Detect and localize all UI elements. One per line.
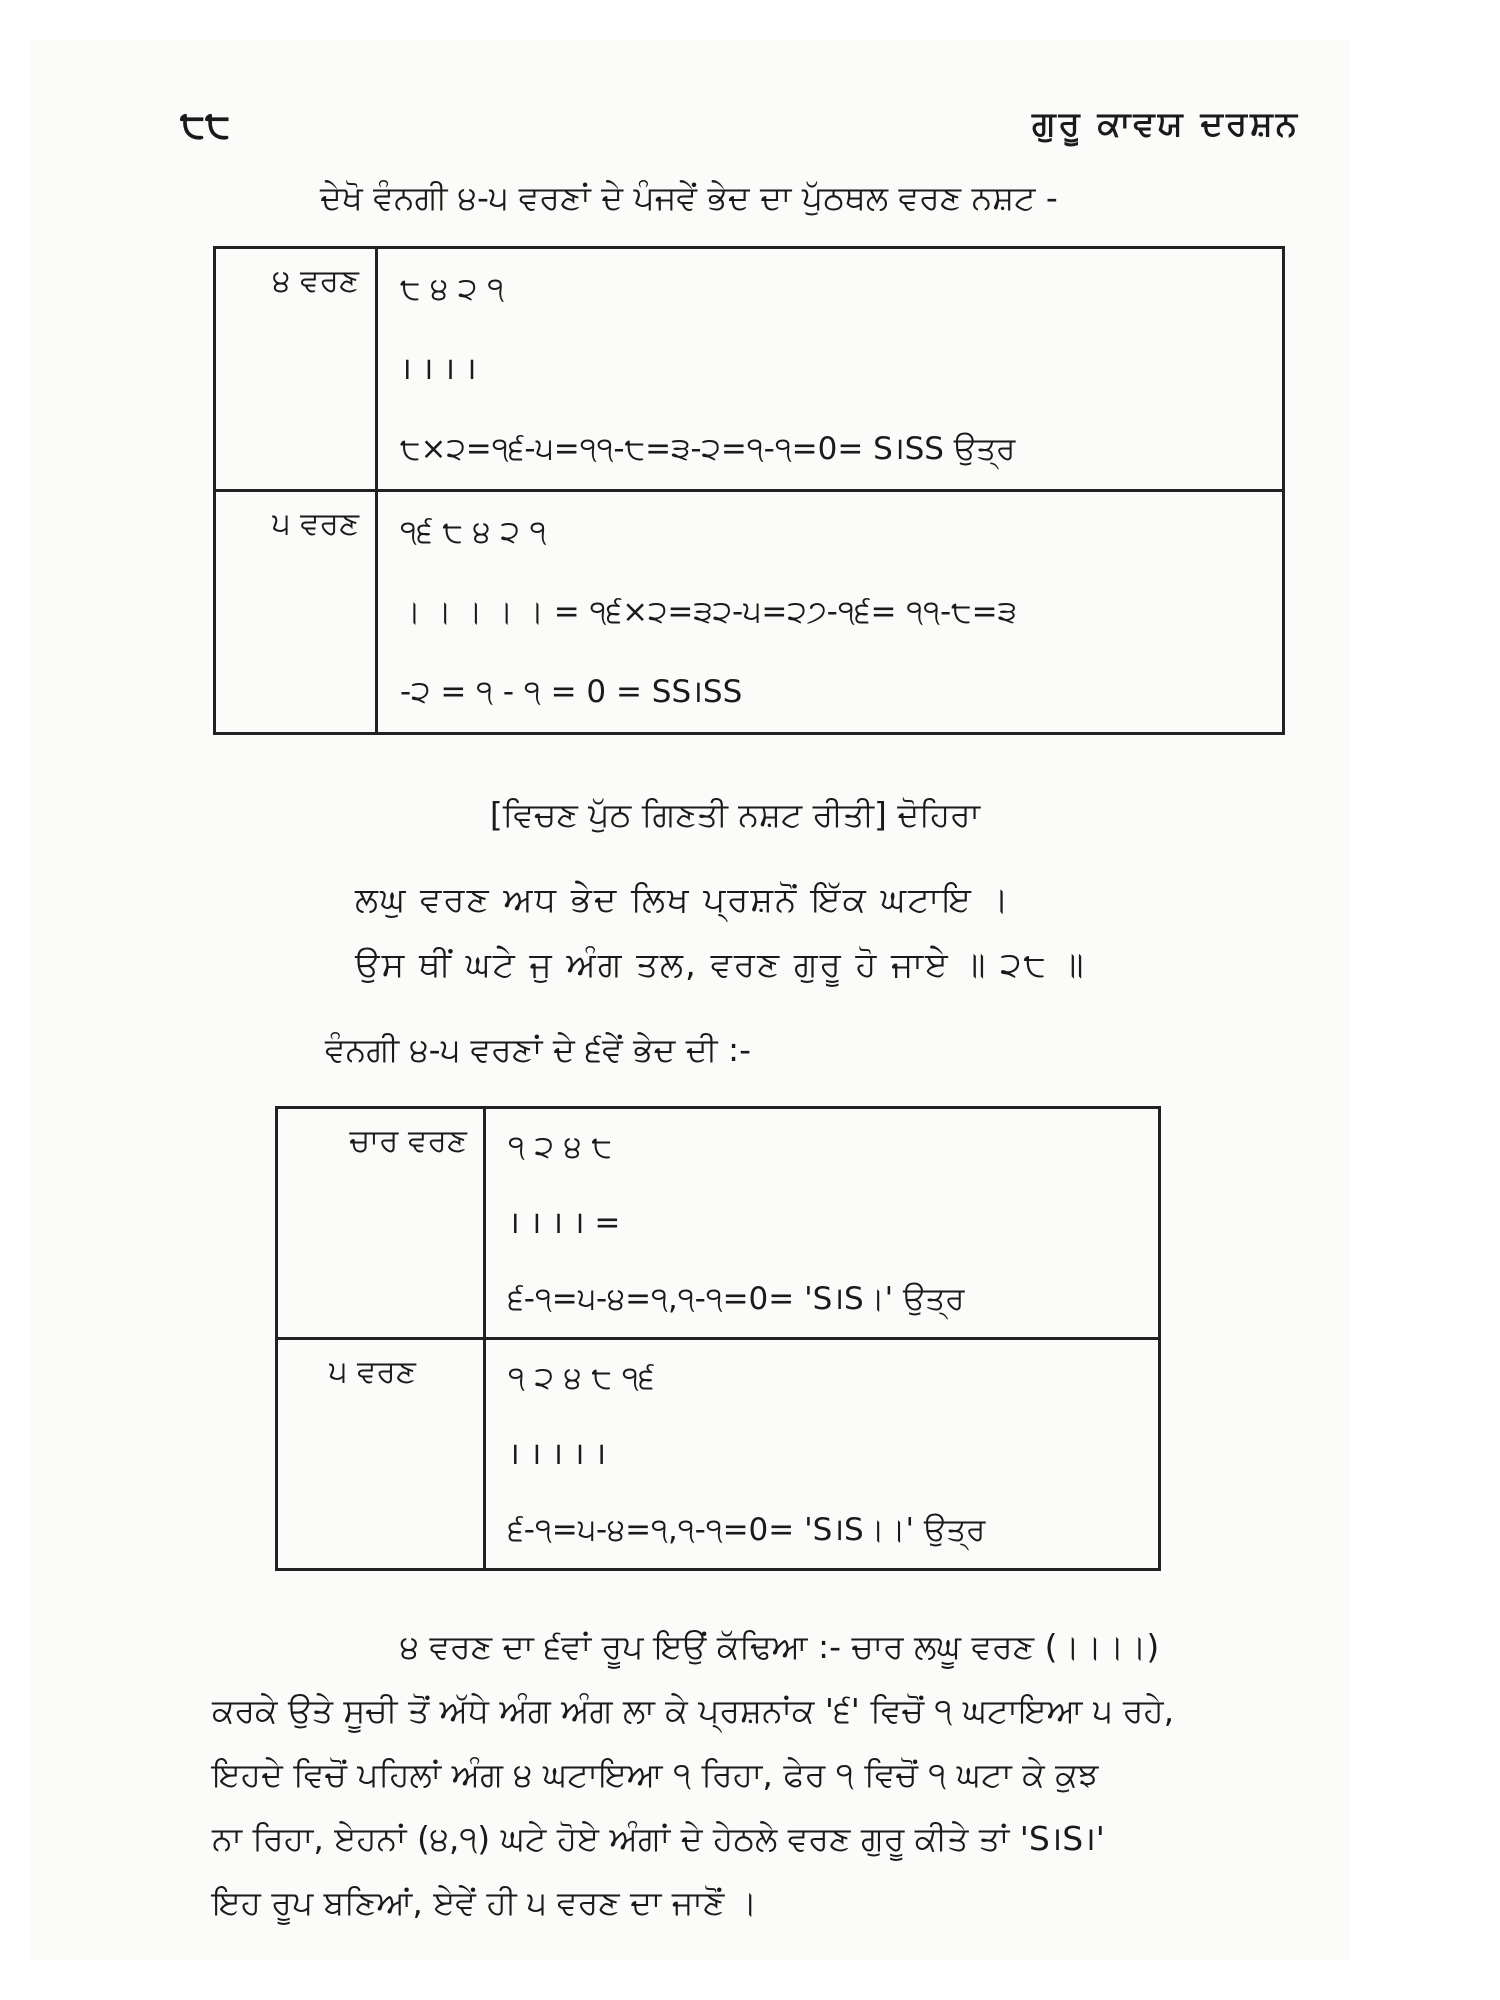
paragraph-line: ਕਰਕੇ ਉਤੇ ਸੂਚੀ ਤੋਂ ਅੱਧੇ ਅੰਗ ਅੰਗ ਲਾ ਕੇ ਪ੍ਰਸ਼ਨਾਂਕ '੬' ਵਿਚੋਂ ੧ ਘਟਾਇਆ ੫ ਰਹੇ,	[212, 1691, 1175, 1730]
table-1	[213, 246, 1285, 735]
calc-line: ੬-੧=੫-੪=੧,੧-੧=0= 'S।S।' ਉਤ੍ਰ	[508, 1281, 965, 1317]
table-2	[275, 1106, 1161, 1571]
strokes-line: । । । ।	[400, 351, 477, 387]
strokes-line: । । । । =	[508, 1205, 621, 1241]
calc-line: ੮×੨=੧੬-੫=੧੧-੮=੩-੨=੧-੧=0= S।SS ਉਤ੍ਰ	[400, 431, 1016, 467]
row-content	[377, 491, 1284, 734]
weights-line: ੧ ੨ ੪ ੮	[508, 1129, 613, 1165]
weights-line: ੮ ੪ ੨ ੧	[400, 271, 505, 307]
running-title: ਗੁਰੂ ਕਾਵਯ ਦਰਸ਼ਨ	[1031, 104, 1300, 144]
paragraph-line: ਨਾ ਰਿਹਾ, ਏਹਨਾਂ (੪,੧) ਘਟੇ ਹੋਏ ਅੰਗਾਂ ਦੇ ਹੇਠਲੇ ਵਰਣ ਗੁਰੂ ਕੀਤੇ ਤਾਂ 'S।S।'	[212, 1819, 1105, 1858]
paragraph-line: ਇਹ ਰੂਪ ਬਣਿਆਂ, ਏਵੇਂ ਹੀ ੫ ਵਰਣ ਦਾ ਜਾਣੋਂ ।	[212, 1883, 758, 1922]
page-number: ੮੮	[180, 102, 231, 146]
calc-line: -੨ = ੧ - ੧ = 0 = SS।SS	[400, 674, 743, 710]
row-content	[485, 1108, 1160, 1339]
strokes-line: । । । । । = ੧੬×੨=੩੨-੫=੨੭-੧੬= ੧੧-੮=੩	[400, 594, 1017, 630]
row-label: ਚਾਰ ਵਰਣ	[277, 1108, 485, 1339]
table-row	[215, 491, 1284, 734]
row-label: ੫ ਵਰਣ	[277, 1339, 485, 1570]
table-row	[277, 1108, 1160, 1339]
table-row	[277, 1339, 1160, 1570]
weights-line: ੧੬ ੮ ੪ ੨ ੧	[400, 514, 547, 550]
section-heading: [ਵਿਚਣ ਪੁੱਠ ਗਿਣਤੀ ਨਸ਼ਟ ਰੀਤੀ] ਦੋਹਿਰਾ	[489, 795, 981, 834]
strokes-line: । । । । ।	[508, 1436, 607, 1472]
paragraph-line: ੪ ਵਰਣ ਦਾ ੬ਵਾਂ ਰੂਪ ਇਉਂ ਕੱਢਿਆ :- ਚਾਰ ਲਘੂ ਵਰਣ (।।।।)	[400, 1627, 1160, 1666]
row-label: ੫ ਵਰਣ	[215, 491, 377, 734]
verse-line-1: ਲਘੁ ਵਰਣ ਅਧ ਭੇਦ ਲਿਖ ਪ੍ਰਸ਼ਨੋਂ ਇੱਕ ਘਟਾਇ ।	[355, 880, 1011, 920]
table-row	[215, 248, 1284, 491]
intro-line: ਦੇਖੋ ਵੰਨਗੀ ੪-੫ ਵਰਣਾਂ ਦੇ ਪੰਜਵੇਂ ਭੇਦ ਦਾ ਪੁੱਠਥਲ ਵਰਣ ਨਸ਼ਟ -	[320, 178, 1058, 217]
explanation-paragraph	[212, 1615, 1302, 1935]
row-label: ੪ ਵਰਣ	[215, 248, 377, 491]
paragraph-line: ਇਹਦੇ ਵਿਚੋਂ ਪਹਿਲਾਂ ਅੰਗ ੪ ਘਟਾਇਆ ੧ ਰਿਹਾ, ਫੇਰ ੧ ਵਿਚੋਂ ੧ ਘਟਾ ਕੇ ਕੁਝ	[212, 1755, 1099, 1794]
row-content	[377, 248, 1284, 491]
weights-line: ੧ ੨ ੪ ੮ ੧੬	[508, 1360, 655, 1396]
row-content	[485, 1339, 1160, 1570]
intro-line-2: ਵੰਨਗੀ ੪-੫ ਵਰਣਾਂ ਦੇ ੬ਵੇਂ ਭੇਦ ਦੀ :-	[325, 1030, 752, 1069]
calc-line: ੬-੧=੫-੪=੧,੧-੧=0= 'S।S।।' ਉਤ੍ਰ	[508, 1512, 986, 1548]
verse-line-2: ਉਸ ਥੀਂ ਘਟੇ ਜੁ ਅੰਗ ਤਲ, ਵਰਣ ਗੁਰੂ ਹੋ ਜਾਏ ॥ ੨੮ ॥	[355, 945, 1086, 985]
